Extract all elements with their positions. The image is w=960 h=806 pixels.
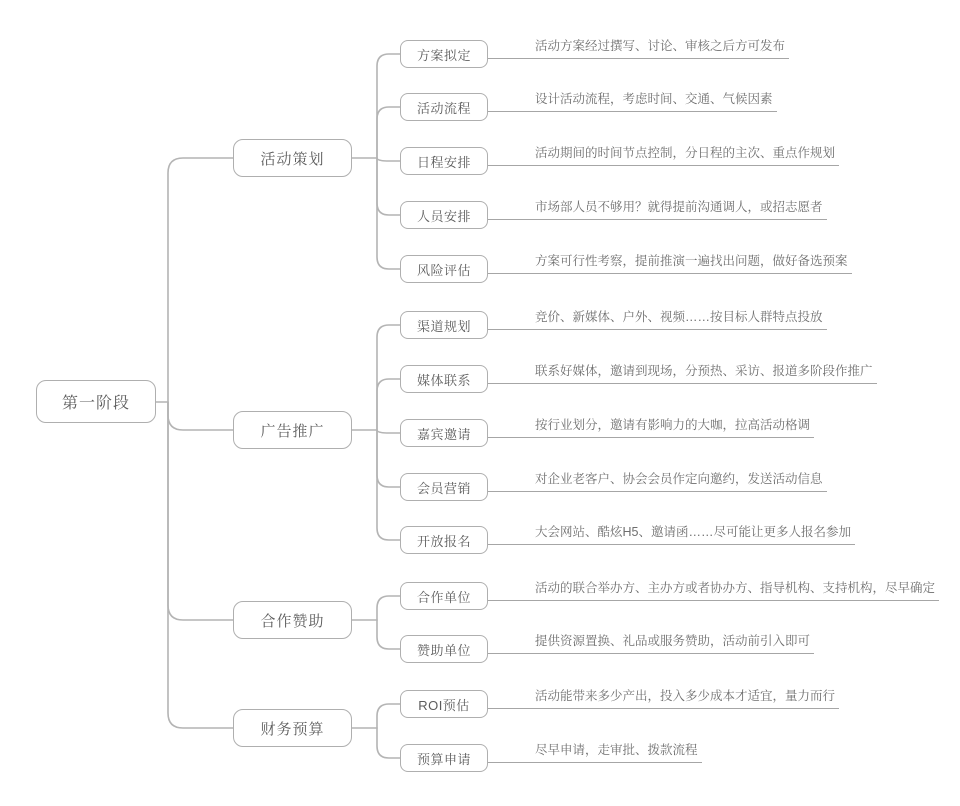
node-leaf-staffing[interactable]: 人员安排	[400, 201, 488, 229]
desc-risk-assessment[interactable]: 方案可行性考察，提前推演一遍找出问题，做好备选预案	[488, 252, 852, 274]
desc-sponsor-units[interactable]: 提供资源置换、礼品或服务赞助，活动前引入即可	[488, 632, 814, 654]
node-leaf-open-registration[interactable]: 开放报名	[400, 526, 488, 554]
node-leaf-member-marketing[interactable]: 会员营销	[400, 473, 488, 501]
node-leaf-channel-planning[interactable]: 渠道规划	[400, 311, 488, 339]
node-leaf-plan-drafting[interactable]: 方案拟定	[400, 40, 488, 68]
desc-guest-invitation[interactable]: 按行业划分，邀请有影响力的大咖，拉高活动格调	[488, 416, 814, 438]
node-leaf-media-contact[interactable]: 媒体联系	[400, 365, 488, 393]
node-branch-financial-budget[interactable]: 财务预算	[233, 709, 352, 747]
node-branch-ad-promotion[interactable]: 广告推广	[233, 411, 352, 449]
desc-plan-drafting[interactable]: 活动方案经过撰写、讨论、审核之后方可发布	[488, 37, 789, 59]
desc-roi-estimate[interactable]: 活动能带来多少产出，投入多少成本才适宜，量力而行	[488, 687, 839, 709]
node-leaf-partner-units[interactable]: 合作单位	[400, 582, 488, 610]
node-leaf-budget-application[interactable]: 预算申请	[400, 744, 488, 772]
desc-staffing[interactable]: 市场部人员不够用？就得提前沟通调人，或招志愿者	[488, 198, 827, 220]
node-leaf-sponsor-units[interactable]: 赞助单位	[400, 635, 488, 663]
node-root-phase1[interactable]: 第一阶段	[36, 380, 156, 423]
desc-partner-units[interactable]: 活动的联合举办方、主办方或者协办方、指导机构、支持机构，尽早确定	[488, 579, 939, 601]
desc-schedule[interactable]: 活动期间的时间节点控制，分日程的主次、重点作规划	[488, 144, 839, 166]
node-branch-cooperation-sponsorship[interactable]: 合作赞助	[233, 601, 352, 639]
desc-open-registration[interactable]: 大会网站、酷炫H5、邀请函……尽可能让更多人报名参加	[488, 523, 855, 545]
node-leaf-guest-invitation[interactable]: 嘉宾邀请	[400, 419, 488, 447]
node-leaf-risk-assessment[interactable]: 风险评估	[400, 255, 488, 283]
desc-media-contact[interactable]: 联系好媒体，邀请到现场，分预热、采访、报道多阶段作推广	[488, 362, 877, 384]
desc-member-marketing[interactable]: 对企业老客户、协会会员作定向邀约，发送活动信息	[488, 470, 827, 492]
node-leaf-roi-estimate[interactable]: ROI预估	[400, 690, 488, 718]
node-leaf-schedule[interactable]: 日程安排	[400, 147, 488, 175]
desc-event-flow[interactable]: 设计活动流程，考虑时间、交通、气候因素	[488, 90, 777, 112]
node-branch-event-planning[interactable]: 活动策划	[233, 139, 352, 177]
node-leaf-event-flow[interactable]: 活动流程	[400, 93, 488, 121]
desc-budget-application[interactable]: 尽早申请，走审批、拨款流程	[488, 741, 702, 763]
desc-channel-planning[interactable]: 竞价、新媒体、户外、视频……按目标人群特点投放	[488, 308, 827, 330]
